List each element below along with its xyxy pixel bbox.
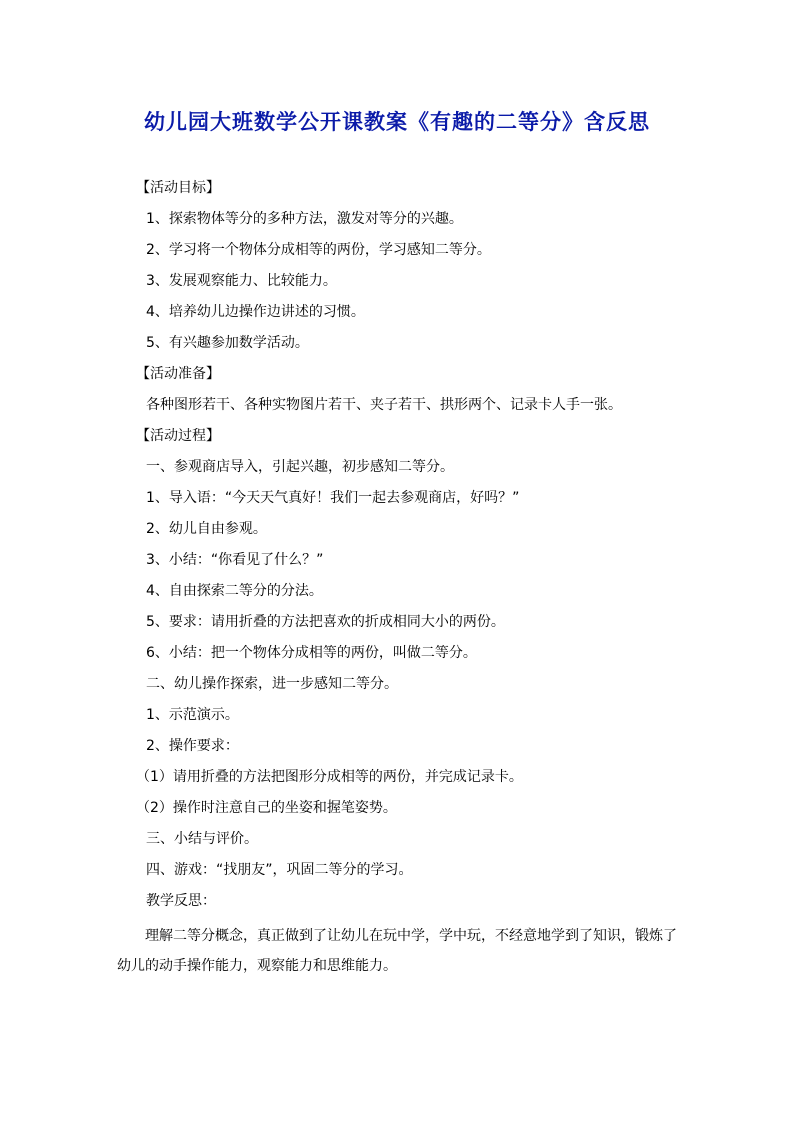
- process-item: 一、参观商店导入，引起兴趣，初步感知二等分。: [146, 459, 454, 475]
- document-body: [0, 177, 794, 981]
- process-item: 4、自由探索二等分的分法。: [146, 583, 323, 599]
- process-item: 2、幼儿自由参观。: [146, 521, 267, 537]
- process-item: 三、小结与评价。: [146, 831, 258, 847]
- process-item: 四、游戏：“找朋友”，巩固二等分的学习。: [146, 862, 413, 878]
- process-subitem: （1）请用折叠的方法把图形分成相等的两份，并完成记录卡。: [136, 769, 523, 785]
- process-item: 1、示范演示。: [146, 707, 239, 723]
- goal-heading: 【活动目标】: [136, 180, 220, 196]
- reflection-heading: 教学反思：: [146, 893, 216, 909]
- process-subitem: （2）操作时注意自己的坐姿和握笔姿势。: [136, 800, 397, 816]
- process-item: 二、幼儿操作探索，进一步感知二等分。: [146, 676, 398, 692]
- reflection-paragraph: [0, 921, 707, 981]
- goal-item: 3、发展观察能力、比较能力。: [146, 273, 337, 289]
- process-heading: 【活动过程】: [136, 428, 220, 444]
- reflection-line: 理解二等分概念，真正做到了让幼儿在玩中学，学中玩，不经意地学到了知识，锻炼了: [145, 928, 677, 944]
- document-title: 幼儿园大班数学公开课教案《有趣的二等分》含反思: [144, 109, 650, 134]
- goal-item: 4、培养幼儿边操作边讲述的习惯。: [146, 304, 365, 320]
- process-item: 3、小结：“你看见了什么？”: [146, 552, 324, 568]
- goal-item: 5、有兴趣参加数学活动。: [146, 335, 309, 351]
- reflection-line: 幼儿的动手操作能力，观察能力和思维能力。: [117, 958, 397, 974]
- process-item: 5、要求：请用折叠的方法把喜欢的折成相同大小的两份。: [146, 614, 505, 630]
- process-item: 1、导入语：“今天天气真好！我们一起去参观商店，好吗？”: [146, 490, 520, 506]
- prep-heading: 【活动准备】: [136, 366, 220, 382]
- process-item: 6、小结：把一个物体分成相等的两份，叫做二等分。: [146, 645, 477, 661]
- process-item: 2、操作要求：: [146, 738, 239, 754]
- goal-item: 2、学习将一个物体分成相等的两份，学习感知二等分。: [146, 242, 491, 258]
- goal-item: 1、探索物体等分的多种方法，激发对等分的兴趣。: [146, 211, 463, 227]
- prep-text: 各种图形若干、各种实物图片若干、夹子若干、拱形两个、记录卡人手一张。: [146, 397, 622, 413]
